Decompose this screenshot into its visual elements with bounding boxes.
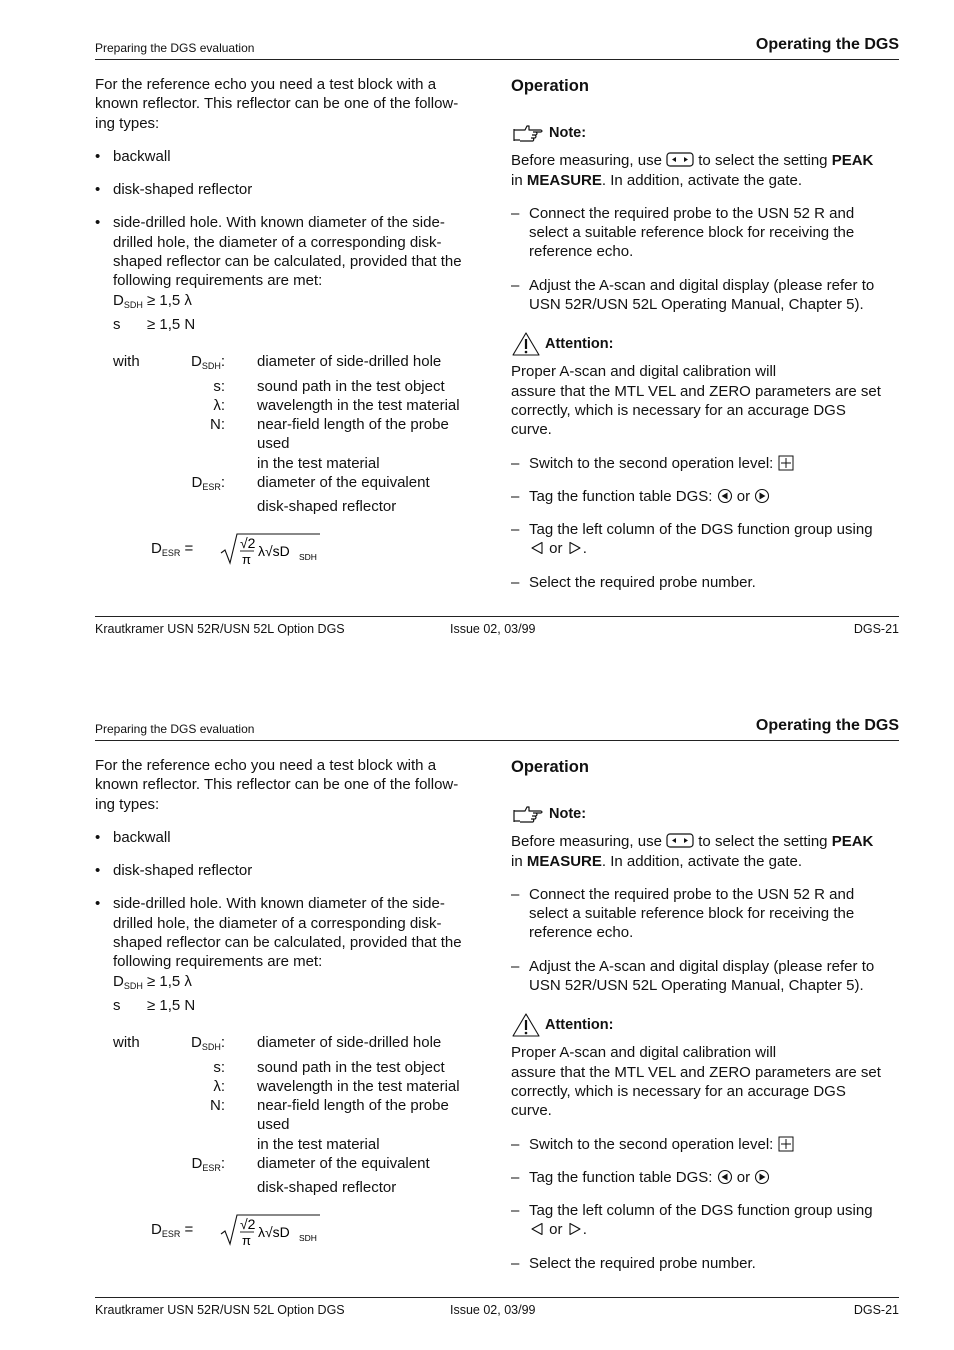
footer-issue: Issue 02, 03/99: [450, 622, 536, 636]
requirement-s: s ≥ 1,5 N: [113, 315, 196, 333]
step-item: – Tag the function table DGS: or: [511, 1168, 903, 1187]
right-arrow-key-icon: [754, 488, 770, 504]
svg-text:√2: √2: [240, 534, 256, 551]
svg-text:SDH: SDH: [299, 1232, 317, 1243]
left-column: [95, 756, 485, 1252]
footer-page-number: DGS-21: [853, 622, 899, 636]
header-chapter: Operating the DGS: [755, 36, 899, 53]
requirements: [113, 972, 485, 1016]
step-item: – Tag the left column of the DGS function group using or .: [511, 1202, 873, 1239]
left-arrow-outline-icon: [529, 1221, 545, 1237]
step-item: – Switch to the second operation level:: [511, 454, 903, 473]
step-item: – Connect the required probe to the USN 52 R and select a suitable reference block for receiving the reference echo.: [511, 204, 855, 261]
intro-line: ing types:: [95, 795, 160, 813]
pointing-hand-icon: [511, 123, 545, 143]
step-item: – Tag the left column of the DGS function group using or .: [511, 521, 873, 558]
warning-triangle-icon: [511, 331, 541, 357]
footer-product: Krautkramer USN 52R/USN 52L Option DGS: [95, 622, 345, 636]
header-section: Preparing the DGS evaluation: [95, 722, 255, 736]
right-column: Operation Note: Before measuring, use to select the setting PEAK in MEASURE. In addition, activate the gate. – Connect the required probe to the USN 52 R and select a suitable reference block for receiving the reference echo. – Adjust the A-scan and digital display (please refer to USN 52R/USN 52L Operating Manual, Chapter 5). Attention: Proper A-scan and digital calibration will assure that the MTL VEL and ZERO parameters are set correctly, which is necessary for an accurage DGS curve. – Switch to the second operation level: – Tag the function table DGS: or – Tag the left column of the DGS function group using or . – Select the required probe number.: [511, 756, 903, 1273]
step-item: – Switch to the second operation level:: [511, 1135, 903, 1154]
definition-row: $D_{ESR}$: diameter of the equivalent: [191, 474, 430, 493]
step-item: – Adjust the A-scan and digital display (please refer to USN 52R/USN 52L Operating Manual, Chapter 5).: [511, 276, 875, 314]
definition-row: disk-shaped reflector: [257, 498, 397, 516]
bullet-item: • side-drilled hole. With known diameter of the side- drilled hole, the diameter of a corresponding disk- shaped reflector can be calculated, provided that the following requirements are met:: [95, 214, 462, 290]
header-section: Preparing the DGS evaluation: [95, 41, 255, 55]
footer-product: Krautkramer USN 52R/USN 52L Option DGS: [95, 1303, 345, 1317]
intro-line: known reflector. This reflector can be one of the follow-: [95, 776, 459, 794]
footer-rule: [95, 1297, 899, 1298]
level-key-icon: [778, 1136, 794, 1152]
svg-text:√2: √2: [240, 1215, 256, 1232]
definition-row: in the test material: [257, 454, 380, 472]
operation-title: Operation: [511, 77, 589, 95]
manual-page: [0, 0, 954, 640]
footer-page-number: DGS-21: [853, 1303, 899, 1317]
definition-row: with $D_{SDH}$: diameter of side-drilled hole: [113, 1034, 442, 1053]
step-item: – Tag the function table DGS: or: [511, 487, 903, 506]
step-item: – Adjust the A-scan and digital display (please refer to USN 52R/USN 52L Operating Manual, Chapter 5).: [511, 957, 875, 995]
warning-triangle-icon: [511, 1012, 541, 1038]
step-item: – Select the required probe number.: [511, 573, 756, 591]
note-heading: Note:: [511, 804, 903, 824]
left-arrow-key-icon: [717, 1169, 733, 1185]
header-rule: [95, 740, 899, 741]
requirement-s: s ≥ 1,5 N: [113, 996, 196, 1014]
svg-text:SDH: SDH: [299, 551, 317, 562]
desr-formula: $D_{ESR}$ = √2 π λ√sD SDH: [95, 1212, 485, 1252]
right-arrow-outline-icon: [567, 540, 583, 556]
requirement-dsdh: $D_{SDH}$ ≥ 1,5 λ: [113, 291, 192, 310]
definition-row: s: sound path in the test object: [213, 377, 445, 395]
requirements: [113, 291, 485, 335]
definition-row: N: near-field length of the probe used: [209, 1097, 449, 1134]
right-column: Operation Note: Before measuring, use to select the setting PEAK in MEASURE. In addition, activate the gate. – Connect the required probe to the USN 52 R and select a suitable reference block for receiving the reference echo. – Adjust the A-scan and digital display (please refer to USN 52R/USN 52L Operating Manual, Chapter 5). Attention: Proper A-scan and digital calibration will assure that the MTL VEL and ZERO parameters are set correctly, which is necessary for an accurage DGS curve. – Switch to the second operation level: – Tag the function table DGS: or – Tag the left column of the DGS function group using or . – Select the required probe number.: [511, 75, 903, 592]
attention-text: Proper A-scan and digital calibration will: [511, 363, 777, 381]
square-root-icon: [220, 1212, 330, 1252]
note-heading: Note:: [511, 123, 903, 143]
left-arrow-key-icon: [717, 488, 733, 504]
arrow-keys-icon: [666, 833, 694, 848]
intro-line: For the reference echo you need a test block with a: [95, 757, 437, 774]
bullet-item: • backwall: [95, 828, 171, 846]
definitions-table: [113, 1033, 485, 1197]
svg-text:λ√sD: λ√sD: [258, 542, 290, 559]
right-arrow-outline-icon: [567, 1221, 583, 1237]
operation-title: Operation: [511, 758, 589, 776]
footer-rule: [95, 616, 899, 617]
svg-text:π: π: [242, 551, 251, 567]
step-item: – Select the required probe number.: [511, 1254, 756, 1272]
attention-heading: Attention:: [511, 1012, 903, 1038]
requirement-dsdh: $D_{SDH}$ ≥ 1,5 λ: [113, 972, 192, 991]
bullet-item: • side-drilled hole. With known diameter of the side- drilled hole, the diameter of a corresponding disk- shaped reflector can be calculated, provided that the following requirements are met:: [95, 895, 462, 971]
bullet-item: • backwall: [95, 147, 171, 165]
definition-row: N: near-field length of the probe used: [209, 416, 449, 453]
left-column: [95, 75, 485, 571]
bullet-item: • disk-shaped reflector: [95, 862, 253, 880]
pointing-hand-icon: [511, 804, 545, 824]
header-rule: [95, 59, 899, 60]
square-root-icon: [220, 531, 330, 571]
definition-row: λ: wavelength in the test material: [213, 1077, 460, 1095]
footer-issue: Issue 02, 03/99: [450, 1303, 536, 1317]
header-chapter: Operating the DGS: [755, 717, 899, 734]
definition-row: disk-shaped reflector: [257, 1179, 397, 1197]
note-text: Before measuring, use to select the setting PEAK: [511, 833, 874, 851]
svg-text:π: π: [242, 1232, 251, 1248]
definition-row: s: sound path in the test object: [213, 1058, 445, 1076]
arrow-keys-icon: [666, 152, 694, 167]
level-key-icon: [778, 455, 794, 471]
left-arrow-outline-icon: [529, 540, 545, 556]
intro-line: For the reference echo you need a test block with a: [95, 76, 437, 93]
definition-row: $D_{ESR}$: diameter of the equivalent: [191, 1155, 430, 1174]
intro-line: known reflector. This reflector can be one of the follow-: [95, 95, 459, 113]
attention-heading: Attention:: [511, 331, 903, 357]
svg-text:λ√sD: λ√sD: [258, 1223, 290, 1240]
bullet-item: • disk-shaped reflector: [95, 181, 253, 199]
attention-text: Proper A-scan and digital calibration will: [511, 1044, 777, 1062]
step-item: – Connect the required probe to the USN 52 R and select a suitable reference block for receiving the reference echo.: [511, 885, 855, 942]
definitions-table: [113, 352, 485, 516]
manual-page: [0, 681, 954, 1321]
definition-row: in the test material: [257, 1135, 380, 1153]
definition-row: λ: wavelength in the test material: [213, 396, 460, 414]
note-text: Before measuring, use to select the setting PEAK: [511, 152, 874, 170]
definition-row: with $D_{SDH}$: diameter of side-drilled hole: [113, 353, 442, 372]
intro-line: ing types:: [95, 114, 160, 132]
right-arrow-key-icon: [754, 1169, 770, 1185]
desr-formula: $D_{ESR}$ = √2 π λ√sD SDH: [95, 531, 485, 571]
